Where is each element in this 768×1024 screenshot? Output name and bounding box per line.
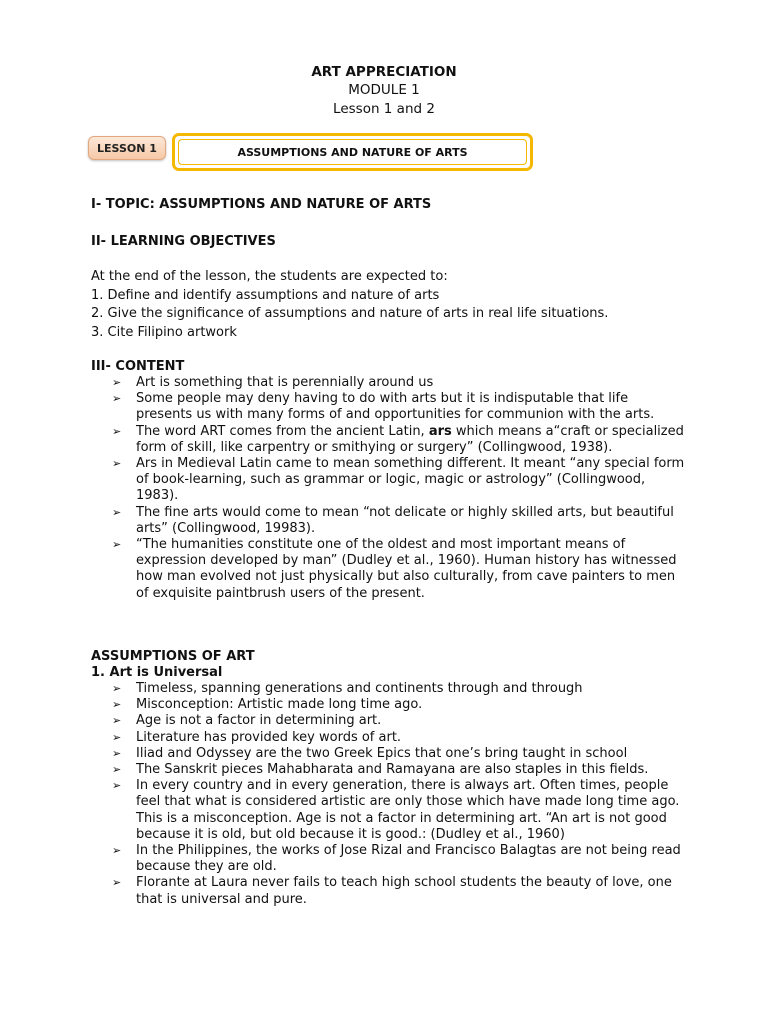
arrow-bullet-icon: ➢	[112, 392, 122, 406]
lesson-badge: LESSON 1	[88, 136, 166, 160]
arrow-bullet-icon: ➢	[112, 682, 122, 695]
arrow-bullet-icon: ➢	[112, 730, 122, 744]
objective-item: 3. Cite Filipino artwork	[91, 325, 237, 340]
list-item: ➢ Literature has provided key words of art.	[112, 729, 402, 745]
arrow-bullet-icon: ➢	[112, 763, 122, 777]
module-label: MODULE 1	[348, 82, 420, 98]
arrow-bullet-icon: ➢	[112, 457, 122, 471]
topic-heading: I- TOPIC: ASSUMPTIONS AND NATURE OF ARTS	[91, 197, 432, 212]
document-title: ART APPRECIATION	[311, 64, 457, 80]
list-item: ➢ The Sanskrit pieces Mahabharata and Ramayana are also staples in this fields.	[112, 762, 649, 778]
objectives-intro: At the end of the lesson, the students are expected to:	[91, 269, 448, 284]
arrow-bullet-icon: ➢	[112, 424, 122, 438]
content-bullet-list	[112, 375, 687, 602]
list-item: ➢ The fine arts would come to mean “not delicate or highly skilled arts, but beautiful arts” (Collingwood, 19983).	[112, 504, 674, 536]
list-item: ➢ Iliad and Odyssey are the two Greek Epics that one’s bring taught in school	[112, 745, 628, 761]
objective-item: 1. Define and identify assumptions and nature of arts	[91, 288, 440, 303]
list-item: ➢ Some people may deny having to do with arts but it is indisputable that life presents us with many forms of and opportunities for communion with the arts.	[112, 391, 655, 423]
list-item: ➢ Age is not a factor in determining art.	[112, 713, 382, 729]
list-item: ➢ In every country and in every generation, there is always art. Often times, people feel that what is considered artistic are only those which have made long time ago. This is a misconception. Age is not a factor in determining art. “An art is not good because it is old, but old because it is good.: (Dudley et al., 1960)	[112, 778, 680, 842]
arrow-bullet-icon: ➢	[112, 376, 122, 389]
list-item: ➢ Ars in Medieval Latin came to mean something different. It meant “any special form of book-learning, such as grammar or logic, magic or astrology” (Collingwood, 1983).	[112, 456, 685, 504]
content-heading: III- CONTENT	[91, 359, 185, 374]
arrow-bullet-icon: ➢	[112, 844, 122, 858]
list-item: ➢ Misconception: Artistic made long time ago.	[112, 697, 423, 713]
list-item: ➢ Art is something that is perennially around us	[112, 375, 434, 390]
lessons-label: Lesson 1 and 2	[333, 101, 435, 117]
assumption-subheading: 1. Art is Universal	[91, 665, 223, 680]
arrow-bullet-icon: ➢	[112, 746, 122, 760]
arrow-bullet-icon: ➢	[112, 876, 122, 890]
latin-term: ars	[428, 423, 452, 439]
list-item: ➢ In the Philippines, the works of Jose Rizal and Francisco Balagtas are not being read because they are old.	[112, 843, 681, 875]
list-item: ➢ Florante at Laura never fails to teach high school students the beauty of love, one that is universal and pure.	[112, 875, 672, 907]
lesson-title-box	[172, 133, 533, 171]
arrow-bullet-icon: ➢	[112, 505, 122, 519]
list-item: ➢ Timeless, spanning generations and continents through and through	[112, 681, 583, 696]
arrow-bullet-icon: ➢	[112, 714, 122, 728]
objectives-heading: II- LEARNING OBJECTIVES	[91, 234, 276, 249]
objective-item: 2. Give the significance of assumptions and nature of arts in real life situations.	[91, 306, 609, 321]
arrow-bullet-icon: ➢	[112, 698, 122, 712]
assumptions-bullet-list	[112, 681, 687, 908]
lesson-title: ASSUMPTIONS AND NATURE OF ARTS	[178, 139, 527, 165]
list-item: ➢ The word ART comes from the ancient Latin, ars which means a“craft or specialized form of skill, like carpentry or smithying or surgery” (Collingwood, 1938).	[112, 423, 684, 455]
arrow-bullet-icon: ➢	[112, 538, 122, 552]
arrow-bullet-icon: ➢	[112, 779, 122, 793]
list-item: ➢ “The humanities constitute one of the oldest and most important means of expression developed by man” (Dudley et al., 1960). Human history has witnessed how man evolved not just physically but also culturally, from cave painters to men of exquisite paintbrush users of the present.	[112, 537, 677, 601]
assumptions-heading: ASSUMPTIONS OF ART	[91, 649, 255, 664]
